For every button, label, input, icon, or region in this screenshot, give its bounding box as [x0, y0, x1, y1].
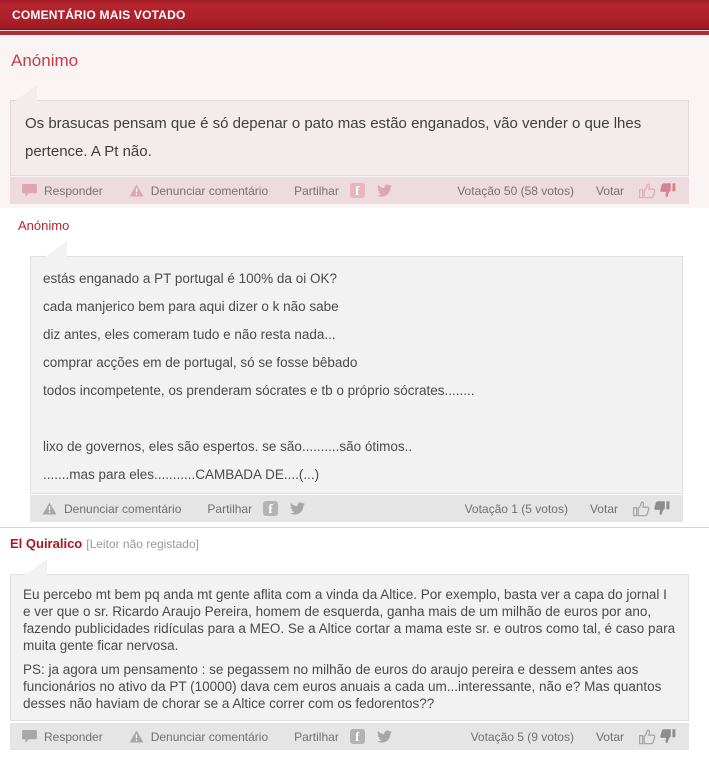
actions-left: [22, 183, 393, 198]
speech-bubble-icon: [22, 730, 37, 743]
speech-bubble-icon: [22, 184, 37, 197]
reply-wrap: [30, 241, 683, 522]
comment-actions: [30, 495, 683, 522]
comment-bubble: [10, 100, 689, 176]
report-button[interactable]: [129, 184, 268, 198]
thumb-up-button[interactable]: [638, 182, 656, 199]
responder-label: Responder: [44, 183, 103, 198]
report-label: Denunciar comentário: [64, 501, 182, 516]
comment-actions: [10, 723, 689, 750]
vote-count: Votação 1 (5 votos): [464, 501, 568, 516]
report-button[interactable]: [42, 502, 181, 516]
warning-triangle-icon: [129, 184, 144, 197]
facebook-share-icon[interactable]: f: [350, 729, 365, 744]
share-group: [207, 501, 306, 516]
comment-text: PS: ja agora um pensamento : se pegassem no milhão de euros do araujo pereira e dessem antes aos funcionários no ativo da PT (10000) dava cem euros anuais a cada um...interessante, não e? Mas quantos desses não haviam de chorar se a Altice correr com os fedorentos??: [23, 662, 662, 711]
reply-comment: [0, 208, 709, 528]
actions-left: [22, 729, 393, 744]
comment-text: .......mas para eles...........CAMBADA DE....(...): [43, 467, 320, 482]
thumb-up-button[interactable]: [632, 500, 650, 517]
twitter-share-icon[interactable]: [376, 183, 393, 198]
warning-triangle-icon: [129, 730, 144, 743]
comment-text: cada manjerico bem para aqui dizer o k não sabe: [43, 299, 339, 314]
vote-label: Votar: [595, 729, 624, 744]
comment-bubble: [10, 574, 689, 721]
actions-right: [465, 500, 671, 517]
comment-text: diz antes, eles comeram tudo e não resta nada...: [43, 327, 336, 342]
share-label: Partilhar: [207, 501, 253, 516]
actions-right: [457, 182, 677, 199]
share-label: Partilhar: [294, 183, 339, 198]
vote-count: Votação 5 (9 votos): [470, 729, 574, 744]
responder-button[interactable]: [22, 730, 103, 744]
bubble-tail: [15, 85, 37, 101]
comment-actions: [10, 177, 689, 204]
comment-author: El Quiralico: [10, 536, 83, 551]
bubble-tail: [25, 559, 47, 575]
thumb-down-button[interactable]: [659, 182, 677, 199]
thumb-up-button[interactable]: [638, 728, 656, 745]
actions-left: [42, 501, 306, 516]
bubble-tail: [45, 241, 67, 257]
author-status: [Leitor não registado]: [86, 537, 199, 551]
twitter-share-icon[interactable]: [376, 729, 393, 744]
comment-wrap: [10, 559, 689, 750]
report-label: Denunciar comentário: [150, 729, 269, 744]
comment-author: Anónimo: [18, 218, 70, 233]
guest-comment: [0, 528, 709, 761]
vote-label: Votar: [589, 501, 618, 516]
share-group: [294, 729, 393, 744]
comment-text: [43, 409, 670, 428]
comment-text: lixo de governos, eles são espertos. se são..........são ótimos..: [43, 439, 413, 454]
facebook-share-icon[interactable]: f: [263, 501, 278, 516]
thumb-down-button[interactable]: [653, 500, 671, 517]
report-label: Denunciar comentário: [150, 183, 269, 198]
comment-text: todos incompetente, os prenderam sócrates e tb o próprio sócrates........: [43, 383, 475, 398]
share-group: [294, 183, 393, 198]
section-header: [0, 0, 709, 30]
thumb-down-button[interactable]: [659, 728, 677, 745]
report-button[interactable]: [129, 730, 268, 744]
vote-label: Votar: [595, 183, 624, 198]
actions-right: [471, 728, 677, 745]
comment-text: estás enganado a PT portugal é 100% da oi OK?: [43, 271, 337, 286]
comment-text: Eu percebo mt bem pq anda mt gente aflita com a vinda da Altice. Por exemplo, basta ver a capa do jornal I e ver que o sr. Ricardo Araujo Pereira, homem de esquerda, ganha mais de um milhão de euros por ano, fazendo publicidades ridículas para a MEO. Se a Altice cortar a mama este sr. e outros como tal, é caso para muita gente ficar nervosa.: [23, 587, 676, 653]
comment-author: Anónimo: [11, 51, 79, 70]
responder-label: Responder: [44, 729, 103, 744]
twitter-share-icon[interactable]: [289, 501, 306, 516]
comment-bubble: [30, 256, 683, 494]
responder-button[interactable]: [22, 184, 103, 198]
facebook-share-icon[interactable]: f: [350, 183, 365, 198]
comment-text: comprar acções em de portugal, só se fosse bêbado: [43, 355, 358, 370]
comment-author-row: [10, 536, 709, 551]
vote-count: Votação 50 (58 votos): [457, 183, 574, 198]
section-title: COMENTÁRIO MAIS VOTADO: [12, 7, 186, 22]
warning-triangle-icon: [42, 502, 57, 515]
share-label: Partilhar: [294, 729, 339, 744]
comment-text: Os brasucas pensam que é só depenar o pato mas estão enganados, vão vender o que lhes pertence. A Pt não.: [25, 115, 642, 160]
featured-comment: [0, 35, 709, 208]
